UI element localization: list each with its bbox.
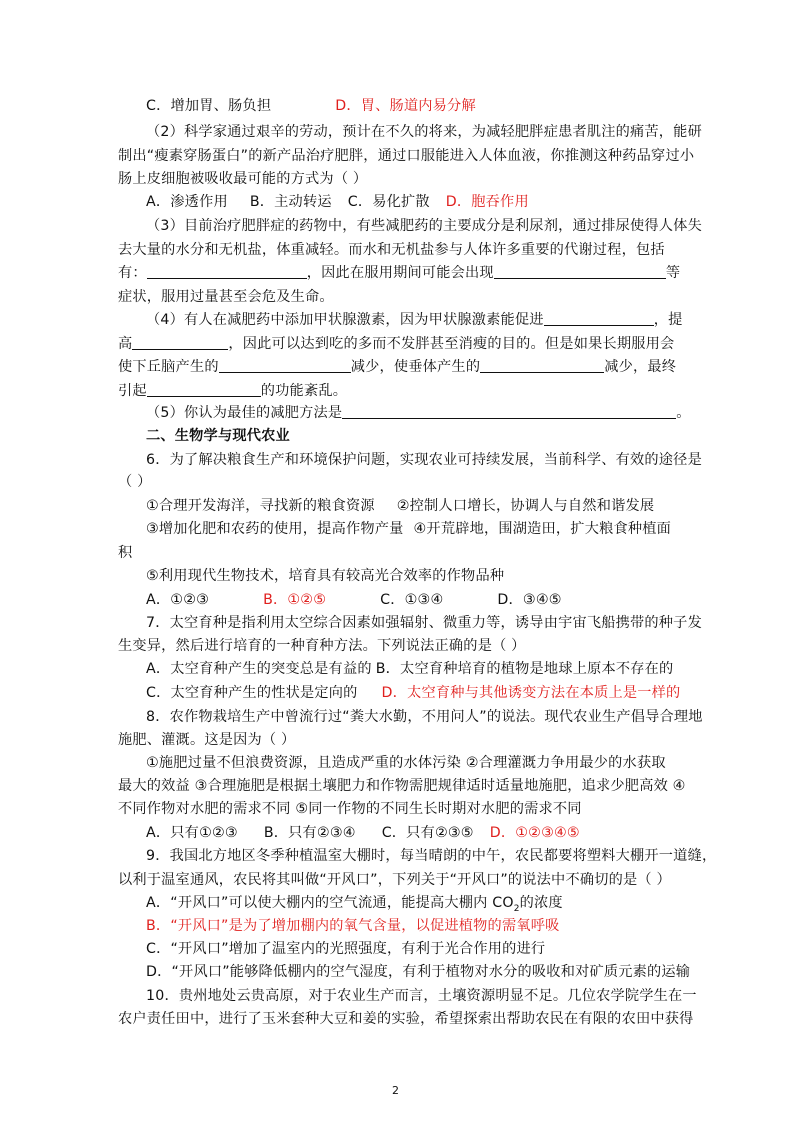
q8-items-line1: ①施肥过量不但浪费资源，且造成严重的水体污染 ②合理灌溉力争用最少的水获取	[146, 755, 666, 771]
text: 的功能紊乱。	[260, 383, 348, 399]
q8-options	[146, 822, 580, 844]
text: 有：	[118, 265, 147, 281]
answer-blank[interactable]	[544, 311, 654, 326]
text: ，因此可以达到吃的多而不发胖甚至消瘦的目的。但是如果长期服用会	[228, 336, 675, 352]
option-a: A．只有①②③	[146, 825, 238, 841]
q6-items-row2	[146, 518, 671, 540]
q6-item4-wrap: 积	[118, 545, 133, 561]
text: （5）你认为最佳的减肥方法是	[146, 405, 343, 421]
text: 减少，使垂体产生的	[350, 359, 481, 375]
q10-stem-line2: 农户责任田中，进行了玉米套种大豆和姜的实验，希望探索出帮助农民在有限的农田中获得	[118, 1011, 694, 1027]
q7-options-row1	[146, 658, 673, 680]
q6-stem-line1: 6．为了解决粮食生产和环境保护问题，实现农业可持续发展，当前科学、有效的途径是	[146, 452, 702, 468]
q5-sub4-line4	[118, 380, 347, 402]
text: 使下丘脑产生的	[118, 359, 219, 375]
text: 引起	[118, 383, 147, 399]
answer-blank[interactable]	[132, 335, 228, 350]
text: 等	[665, 265, 681, 281]
q5-sub3-line4: 症状，服用过量甚至会危及生命。	[118, 289, 334, 305]
answer-blank[interactable]	[147, 264, 307, 279]
q5-sub4-line2	[118, 333, 674, 355]
text: ，因此在服用期间可能会出现	[306, 265, 494, 281]
text: 的浓度	[519, 895, 563, 911]
option-c: C．易化扩散	[347, 194, 430, 210]
option-b: B．太空育种培育的植物是地球上原本不存在的	[375, 661, 674, 677]
option-a: A．太空育种产生的突变总是有益的	[146, 661, 372, 677]
section-heading: 二、生物学与现代农业	[146, 428, 290, 444]
q8-items-line2: 最大的效益 ③合理施肥是根据土壤肥力和作物需肥规律适时适量地施肥，追求少肥高效 ④	[118, 778, 686, 794]
text: （4）有人在减肥药中添加甲状腺激素，因为甲状腺激素能促进	[146, 312, 544, 328]
text: 高	[118, 336, 133, 352]
q5-sub2-options	[146, 191, 529, 213]
option-c: C．增加胃、肠负担	[146, 98, 272, 114]
answer-blank[interactable]	[494, 264, 666, 279]
option-d-answer: D．①②③④⑤	[489, 825, 580, 841]
q7-stem-line1: 7．太空育种是指利用太空综合因素如强辐射、微重力等，诱导由宇宙飞船携带的种子发	[146, 615, 702, 631]
answer-blank[interactable]	[342, 404, 676, 419]
option-c: C．只有②③⑤	[381, 825, 474, 841]
q6-item-5: ⑤利用现代生物技术，培育具有较高光合效率的作物品种	[146, 568, 505, 584]
q8-stem-line2: 施肥、灌溉。这是因为（ ）	[118, 732, 296, 748]
q5-sub3-line1: （3）目前治疗肥胖症的药物中，有些减肥药的主要成分是利尿剂，通过排尿使得人体失	[146, 218, 702, 234]
q9-stem-line1: 9．我国北方地区冬季种植温室大棚时，每当晴朗的中午，农民都要将塑料大棚开一道缝，	[146, 848, 717, 864]
q5-sub2-line2: 制出“瘦素穿肠蛋白”的新产品治疗肥胖，通过口服能进入人体血液，你推测这种药品穿过小	[118, 148, 695, 164]
q10-stem-line1: 10．贵州地处云贵高原，对于农业生产而言，土壤资源明显不足。几位农学院学生在一	[146, 988, 697, 1004]
q8-stem-line1: 8．农作物栽培生产中曾流行过“粪大水勤，不用问人”的说法。现代农业生产倡导合理地	[146, 709, 703, 725]
q7-options-row2	[146, 682, 680, 704]
item-1: ①合理开发海洋，寻找新的粮食资源	[146, 498, 375, 514]
q5-sub5	[146, 402, 691, 424]
q5-option-row	[146, 95, 476, 117]
subscript: 2	[513, 903, 520, 914]
q6-items-row1	[146, 495, 654, 517]
q5-sub2-line3: 肠上皮细胞被吸收最可能的方式为（ ）	[118, 171, 368, 187]
option-c: C．太空育种产生的性状是定向的	[146, 685, 358, 701]
option-b-answer: B．①②⑤	[263, 592, 327, 608]
option-d-answer: D．太空育种与其他诱变方法在本质上是一样的	[381, 685, 681, 701]
option-b: B．只有②③④	[263, 825, 356, 841]
q5-sub3-line2: 去大量的水分和无机盐，体重减轻。而水和无机盐参与人体许多重要的代谢过程，包括	[118, 242, 665, 258]
q5-sub2-line1: （2）科学家通过艰辛的劳动，预计在不久的将来，为减轻肥胖症患者肌注的痛苦，能研	[146, 124, 702, 140]
q7-stem-line2: 生变异，然后进行培育的一种育种方法。下列说法正确的是（ ）	[118, 638, 526, 654]
answer-blank[interactable]	[219, 358, 351, 373]
text: A．“开风口”可以使大棚内的空气流通，能提高大棚内 CO	[146, 895, 514, 911]
q9-option-b-answer: B．“开风口”是为了增加棚内的氧气含量，以促进植物的需氧呼吸	[146, 918, 560, 934]
text: 减少，最终	[604, 359, 677, 375]
answer-blank[interactable]	[147, 382, 261, 397]
option-a: A．①②③	[146, 592, 210, 608]
option-a: A．渗透作用	[146, 194, 228, 210]
option-d-answer: D．胃、肠道内易分解	[335, 98, 476, 114]
q9-stem-line2: 以利于温室通风，农民将其叫做“开风口”，下列关于“开风口”的说法中不确切的是（ ）	[118, 872, 671, 888]
item-3: ③增加化肥和农药的使用，提高作物产量	[146, 521, 404, 537]
item-4: ④开荒辟地，围湖造田，扩大粮食种植面	[413, 521, 672, 537]
q6-options	[146, 589, 562, 611]
answer-blank[interactable]	[480, 358, 604, 373]
q9-option-c: C．“开风口”增加了温室内的光照强度，有利于光合作用的进行	[146, 941, 546, 957]
option-b: B．主动转运	[249, 194, 332, 210]
item-2: ②控制人口增长，协调人与自然和谐发展	[396, 498, 655, 514]
q5-sub4-line1	[146, 309, 682, 331]
page-number: 2	[392, 1084, 399, 1097]
text: ，提	[653, 312, 683, 328]
q8-items-line3: 不同作物对水肥的需求不同 ⑤同一作物的不同生长时期对水肥的需求不同	[118, 801, 582, 817]
q6-stem-line2: （ ）	[118, 474, 152, 490]
option-c: C．①③④	[380, 592, 444, 608]
option-d: D．③④⑤	[497, 592, 562, 608]
q9-option-d: D．“开风口”能够降低棚内的空气湿度，有利于植物对水分的吸收和对矿质元素的运输	[146, 964, 691, 980]
text: 。	[676, 405, 691, 421]
option-d-answer: D．胞吞作用	[445, 194, 529, 210]
q5-sub4-line3	[118, 356, 676, 378]
q5-sub3-line3	[118, 262, 680, 284]
